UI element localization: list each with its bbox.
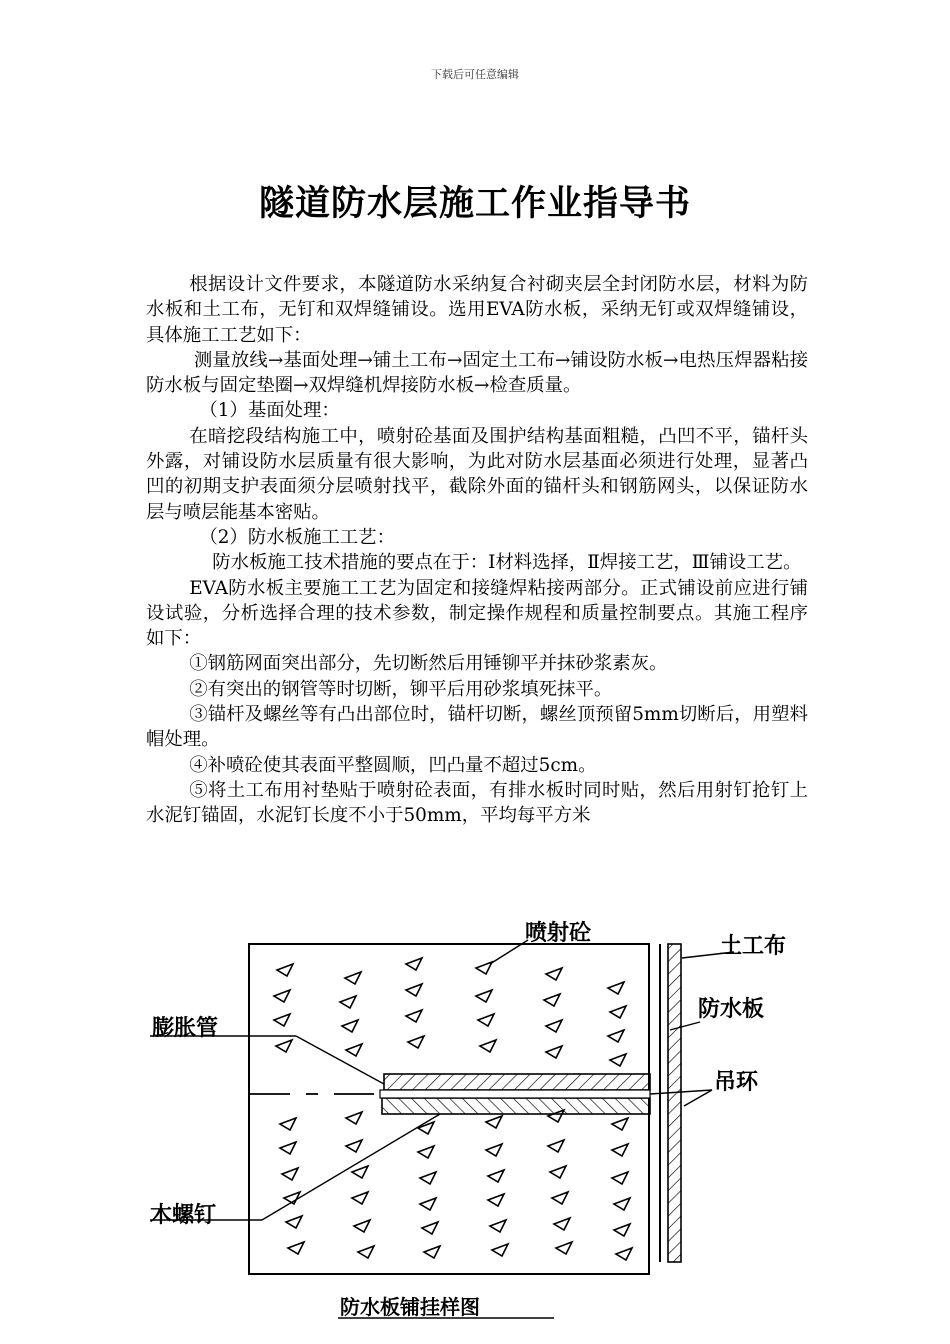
header-note: 下载后可任意编辑 xyxy=(431,68,519,81)
step-3: ③锚杆及螺丝等有凸出部位时，锚杆切断，螺丝顶预留5mm切断后，用塑料帽处理。 xyxy=(146,704,808,751)
step-1: ①钢筋网面突出部分，先切断然后用锤铆平并抹砂浆素灰。 xyxy=(189,653,668,675)
paragraph-eva-process: EVA防水板主要施工工艺为固定和接缝焊粘接两部分。正式铺设前应进行铺设试验，分析选择合理的技术参数，制定操作规程和质量控制要点。其施工程序如下： xyxy=(146,577,808,650)
label-hanging-ring: 吊环 xyxy=(714,1070,759,1095)
paragraph-base-treatment: 在暗挖段结构施工中，喷射砼基面及围护结构基面粗糙，凸凹不平，锚杆头外露，对铺设防水层质量有很大影响，为此对防水层基面必须进行处理，显著凸凹的初期支护表面须分层喷射找平，截除外面的锚杆头和钢筋网头，以保证防水层与喷层能基本密贴。 xyxy=(146,425,808,523)
diagram-caption: 防水板铺挂样图 xyxy=(340,1295,480,1319)
section-heading-board-process: （2）防水板施工工艺： xyxy=(199,526,395,548)
paragraph-intro: 根据设计文件要求，本隧道防水采纳复合衬砌夹层全封闭防水层，材料为防水板和土工布，无钉和双焊缝铺设。选用EVA防水板，采纳无钉或双焊缝铺设，具体施工工艺如下： xyxy=(146,274,808,346)
label-geotextile: 土工布 xyxy=(720,934,787,959)
step-5: ⑤将土工布用衬垫贴于喷射砼表面，有排水板时同时贴，然后用射钉抢钉上水泥钉锚固，水泥钉长度不小于50mm，平均每平方米 xyxy=(146,779,808,827)
label-waterproof-board: 防水板 xyxy=(698,997,765,1022)
label-shotcrete: 喷射砼 xyxy=(525,921,592,946)
label-expansion-pipe: 膨胀管 xyxy=(152,1016,219,1041)
expansion-pipe-upper xyxy=(384,1074,650,1090)
section-heading-base-treatment: （1）基面处理： xyxy=(199,400,340,422)
step-2: ②有突出的钢管等时切断，铆平后用砂浆填死抹平。 xyxy=(189,678,613,700)
paragraph-process-flow: 测量放线→基面处理→铺土工布→固定土工布→铺设防水板→电热压焊器粘接防水板与固定垫圈→双焊缝机焊接防水板→检查质量。 xyxy=(146,349,808,397)
expansion-pipe-gap xyxy=(380,1090,650,1098)
step-4: ④补喷砼使其表面平整圆顺，凹凸量不超过5cm。 xyxy=(189,754,597,776)
label-wood-screw: 木螺钉 xyxy=(150,1203,217,1228)
paragraph-key-points: 防水板施工技术措施的要点在于：Ⅰ材料选择，Ⅱ焊接工艺，Ⅲ铺设工艺。 xyxy=(212,552,802,574)
document-title: 隧道防水层施工作业指导书 xyxy=(258,184,691,224)
waterproof-board-layer xyxy=(668,944,681,1262)
expansion-pipe-lower xyxy=(382,1098,650,1114)
